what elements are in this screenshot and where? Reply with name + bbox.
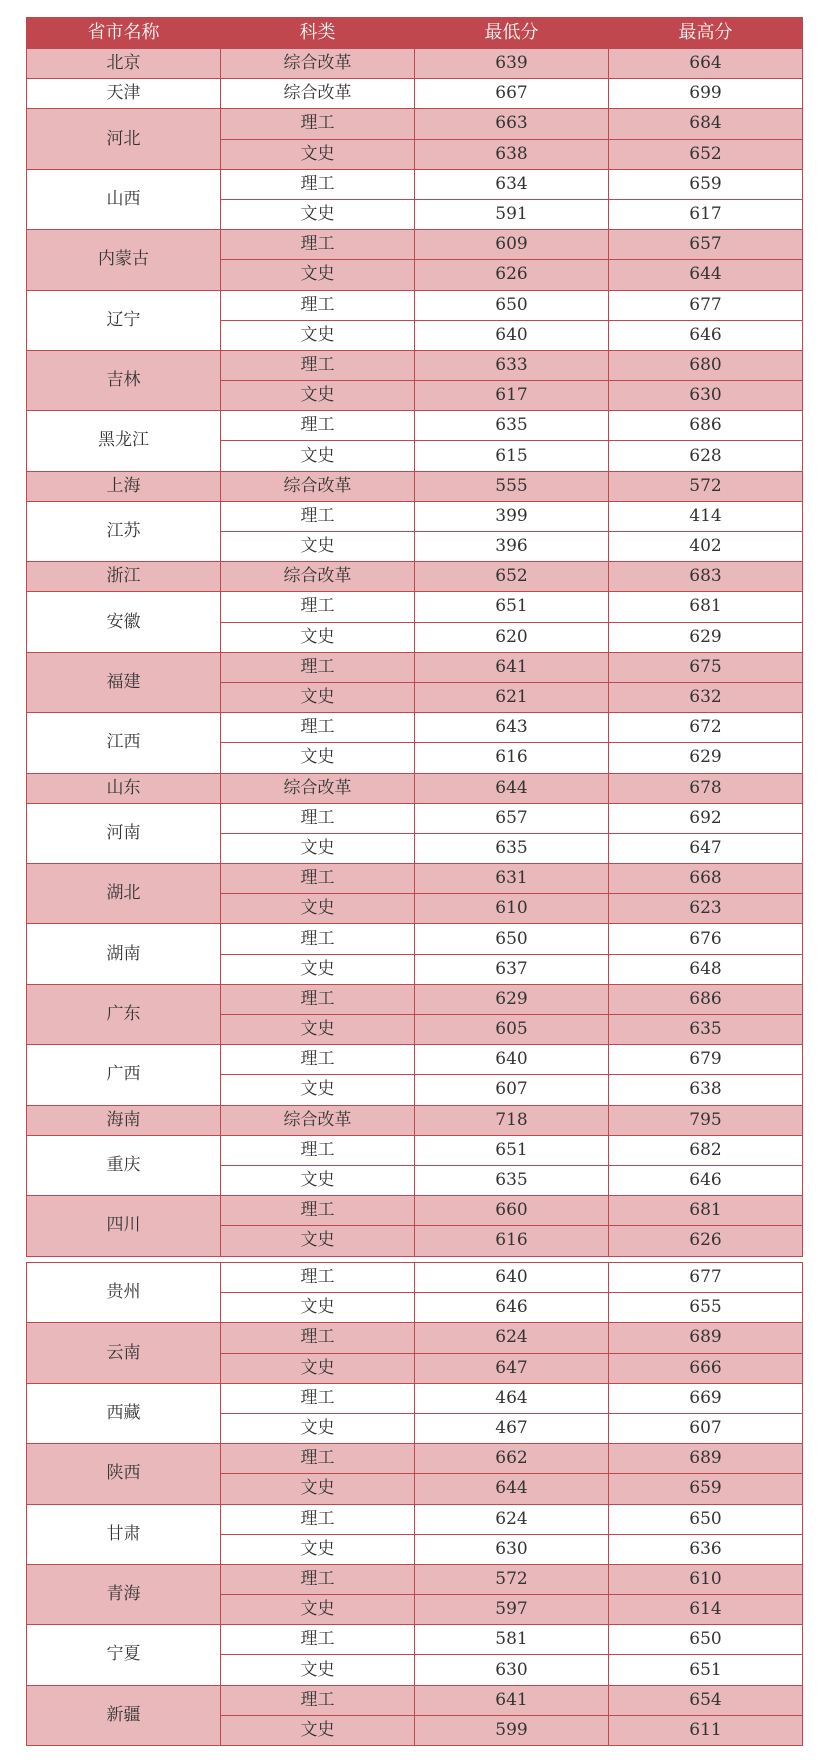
- min-score-cell: 651: [415, 592, 609, 622]
- min-score-cell: 651: [415, 1135, 609, 1165]
- max-score-cell: 689: [609, 1323, 803, 1353]
- min-score-cell: 640: [415, 1045, 609, 1075]
- min-score-cell: 640: [415, 320, 609, 350]
- table-row: [27, 501, 803, 531]
- min-score-cell: 630: [415, 1655, 609, 1685]
- category-cell: 文史: [221, 1226, 415, 1256]
- table-row: [27, 1263, 803, 1293]
- table-row: [27, 562, 803, 592]
- category-cell: 理工: [221, 1625, 415, 1655]
- max-score-cell: 677: [609, 290, 803, 320]
- category-cell: 综合改革: [221, 79, 415, 109]
- max-score-cell: 614: [609, 1595, 803, 1625]
- province-cell: 新疆: [27, 1685, 221, 1745]
- max-score-cell: 636: [609, 1534, 803, 1564]
- max-score-cell: 646: [609, 1165, 803, 1195]
- province-cell: 四川: [27, 1196, 221, 1256]
- table-row: [27, 471, 803, 501]
- max-score-cell: 629: [609, 743, 803, 773]
- category-cell: 理工: [221, 984, 415, 1014]
- min-score-cell: 643: [415, 713, 609, 743]
- category-cell: 理工: [221, 1564, 415, 1594]
- province-cell: 内蒙古: [27, 230, 221, 290]
- province-cell: 云南: [27, 1323, 221, 1383]
- province-cell: 天津: [27, 79, 221, 109]
- category-cell: 文史: [221, 381, 415, 411]
- province-cell: 广西: [27, 1045, 221, 1105]
- table-row: [27, 592, 803, 622]
- category-cell: 文史: [221, 682, 415, 712]
- min-score-cell: 591: [415, 199, 609, 229]
- max-score-cell: 650: [609, 1504, 803, 1534]
- province-cell: 西藏: [27, 1383, 221, 1443]
- category-cell: 文史: [221, 1595, 415, 1625]
- max-score-cell: 682: [609, 1135, 803, 1165]
- category-cell: 文史: [221, 622, 415, 652]
- max-score-cell: 680: [609, 350, 803, 380]
- min-score-cell: 599: [415, 1715, 609, 1745]
- max-score-cell: 672: [609, 713, 803, 743]
- table-row: [27, 1196, 803, 1226]
- category-cell: 文史: [221, 1715, 415, 1745]
- max-score-cell: 652: [609, 139, 803, 169]
- category-cell: 文史: [221, 1165, 415, 1195]
- province-cell: 山东: [27, 773, 221, 803]
- min-score-cell: 616: [415, 1226, 609, 1256]
- province-cell: 河南: [27, 803, 221, 863]
- table-row: [27, 169, 803, 199]
- category-cell: 理工: [221, 803, 415, 833]
- min-score-cell: 609: [415, 230, 609, 260]
- category-cell: 综合改革: [221, 773, 415, 803]
- header-max-score: 最高分: [609, 18, 803, 49]
- category-cell: 理工: [221, 1045, 415, 1075]
- category-cell: 理工: [221, 713, 415, 743]
- max-score-cell: 669: [609, 1383, 803, 1413]
- category-cell: 文史: [221, 1015, 415, 1045]
- min-score-cell: 639: [415, 49, 609, 79]
- max-score-cell: 414: [609, 501, 803, 531]
- max-score-cell: 617: [609, 199, 803, 229]
- table-row: [27, 1045, 803, 1075]
- max-score-cell: 655: [609, 1293, 803, 1323]
- max-score-cell: 679: [609, 1045, 803, 1075]
- table-row: [27, 773, 803, 803]
- province-cell: 吉林: [27, 350, 221, 410]
- min-score-cell: 572: [415, 1564, 609, 1594]
- category-cell: 理工: [221, 924, 415, 954]
- province-cell: 安徽: [27, 592, 221, 652]
- province-cell: 陕西: [27, 1444, 221, 1504]
- max-score-cell: 635: [609, 1015, 803, 1045]
- max-score-cell: 666: [609, 1353, 803, 1383]
- category-cell: 文史: [221, 1353, 415, 1383]
- province-cell: 辽宁: [27, 290, 221, 350]
- score-table-body: [27, 49, 803, 1257]
- category-cell: 文史: [221, 1075, 415, 1105]
- min-score-cell: 615: [415, 441, 609, 471]
- header-category: 科类: [221, 18, 415, 49]
- province-cell: 河北: [27, 109, 221, 169]
- max-score-cell: 676: [609, 924, 803, 954]
- category-cell: 理工: [221, 290, 415, 320]
- min-score-cell: 644: [415, 773, 609, 803]
- table-row: [27, 109, 803, 139]
- min-score-cell: 635: [415, 833, 609, 863]
- min-score-cell: 620: [415, 622, 609, 652]
- min-score-cell: 657: [415, 803, 609, 833]
- min-score-cell: 610: [415, 894, 609, 924]
- category-cell: 理工: [221, 350, 415, 380]
- category-cell: 理工: [221, 501, 415, 531]
- min-score-cell: 641: [415, 1685, 609, 1715]
- province-cell: 海南: [27, 1105, 221, 1135]
- max-score-cell: 611: [609, 1715, 803, 1745]
- category-cell: 文史: [221, 954, 415, 984]
- min-score-cell: 634: [415, 169, 609, 199]
- category-cell: 文史: [221, 199, 415, 229]
- max-score-cell: 607: [609, 1413, 803, 1443]
- category-cell: 综合改革: [221, 49, 415, 79]
- table-header-row: [27, 18, 803, 49]
- min-score-cell: 660: [415, 1196, 609, 1226]
- category-cell: 文史: [221, 894, 415, 924]
- max-score-cell: 699: [609, 79, 803, 109]
- max-score-cell: 659: [609, 169, 803, 199]
- category-cell: 理工: [221, 1323, 415, 1353]
- table-row: [27, 1105, 803, 1135]
- max-score-cell: 657: [609, 230, 803, 260]
- table-row: [27, 1323, 803, 1353]
- max-score-cell: 638: [609, 1075, 803, 1105]
- min-score-cell: 396: [415, 532, 609, 562]
- province-cell: 青海: [27, 1564, 221, 1624]
- min-score-cell: 624: [415, 1504, 609, 1534]
- min-score-cell: 646: [415, 1293, 609, 1323]
- min-score-cell: 663: [415, 109, 609, 139]
- table-row: [27, 79, 803, 109]
- category-cell: 综合改革: [221, 471, 415, 501]
- min-score-cell: 635: [415, 1165, 609, 1195]
- max-score-cell: 681: [609, 1196, 803, 1226]
- min-score-cell: 652: [415, 562, 609, 592]
- max-score-cell: 572: [609, 471, 803, 501]
- max-score-cell: 626: [609, 1226, 803, 1256]
- category-cell: 理工: [221, 109, 415, 139]
- max-score-cell: 681: [609, 592, 803, 622]
- province-cell: 上海: [27, 471, 221, 501]
- category-cell: 理工: [221, 169, 415, 199]
- table-row: [27, 713, 803, 743]
- category-cell: 文史: [221, 139, 415, 169]
- table-row: [27, 1564, 803, 1594]
- table-row: [27, 803, 803, 833]
- header-min-score: 最低分: [415, 18, 609, 49]
- max-score-cell: 646: [609, 320, 803, 350]
- category-cell: 理工: [221, 1135, 415, 1165]
- province-cell: 黑龙江: [27, 411, 221, 471]
- min-score-cell: 650: [415, 290, 609, 320]
- max-score-cell: 647: [609, 833, 803, 863]
- category-cell: 理工: [221, 230, 415, 260]
- max-score-cell: 668: [609, 864, 803, 894]
- province-cell: 重庆: [27, 1135, 221, 1195]
- max-score-cell: 686: [609, 984, 803, 1014]
- category-cell: 文史: [221, 260, 415, 290]
- category-cell: 理工: [221, 592, 415, 622]
- min-score-cell: 640: [415, 1263, 609, 1293]
- province-cell: 广东: [27, 984, 221, 1044]
- min-score-cell: 617: [415, 381, 609, 411]
- min-score-cell: 616: [415, 743, 609, 773]
- min-score-cell: 637: [415, 954, 609, 984]
- table-row: [27, 924, 803, 954]
- min-score-cell: 667: [415, 79, 609, 109]
- min-score-cell: 624: [415, 1323, 609, 1353]
- score-table: [26, 17, 803, 1257]
- min-score-cell: 597: [415, 1595, 609, 1625]
- max-score-cell: 629: [609, 622, 803, 652]
- category-cell: 文史: [221, 743, 415, 773]
- min-score-cell: 633: [415, 350, 609, 380]
- min-score-cell: 662: [415, 1444, 609, 1474]
- category-cell: 文史: [221, 1474, 415, 1504]
- table-row: [27, 1383, 803, 1413]
- category-cell: 文史: [221, 833, 415, 863]
- min-score-cell: 644: [415, 1474, 609, 1504]
- table-row: [27, 1444, 803, 1474]
- category-cell: 理工: [221, 1685, 415, 1715]
- min-score-cell: 399: [415, 501, 609, 531]
- min-score-cell: 626: [415, 260, 609, 290]
- max-score-cell: 628: [609, 441, 803, 471]
- table-row: [27, 1504, 803, 1534]
- max-score-cell: 683: [609, 562, 803, 592]
- min-score-cell: 629: [415, 984, 609, 1014]
- table-row: [27, 1135, 803, 1165]
- header-province: 省市名称: [27, 18, 221, 49]
- max-score-cell: 795: [609, 1105, 803, 1135]
- min-score-cell: 650: [415, 924, 609, 954]
- province-cell: 湖北: [27, 864, 221, 924]
- category-cell: 文史: [221, 1534, 415, 1564]
- max-score-cell: 684: [609, 109, 803, 139]
- table-row: [27, 864, 803, 894]
- min-score-cell: 631: [415, 864, 609, 894]
- table-row: [27, 350, 803, 380]
- category-cell: 文史: [221, 441, 415, 471]
- max-score-cell: 630: [609, 381, 803, 411]
- table-row: [27, 230, 803, 260]
- max-score-cell: 623: [609, 894, 803, 924]
- category-cell: 文史: [221, 320, 415, 350]
- min-score-cell: 718: [415, 1105, 609, 1135]
- score-table-continued: [26, 1262, 803, 1746]
- max-score-cell: 692: [609, 803, 803, 833]
- table-row: [27, 411, 803, 441]
- category-cell: 文史: [221, 532, 415, 562]
- min-score-cell: 555: [415, 471, 609, 501]
- max-score-cell: 659: [609, 1474, 803, 1504]
- min-score-cell: 581: [415, 1625, 609, 1655]
- province-cell: 北京: [27, 49, 221, 79]
- province-cell: 江苏: [27, 501, 221, 561]
- max-score-cell: 632: [609, 682, 803, 712]
- table-row: [27, 49, 803, 79]
- province-cell: 山西: [27, 169, 221, 229]
- category-cell: 文史: [221, 1655, 415, 1685]
- min-score-cell: 641: [415, 652, 609, 682]
- table-row: [27, 984, 803, 1014]
- province-cell: 福建: [27, 652, 221, 712]
- min-score-cell: 467: [415, 1413, 609, 1443]
- table-row: [27, 1625, 803, 1655]
- min-score-cell: 464: [415, 1383, 609, 1413]
- min-score-cell: 635: [415, 411, 609, 441]
- max-score-cell: 644: [609, 260, 803, 290]
- max-score-cell: 664: [609, 49, 803, 79]
- category-cell: 理工: [221, 864, 415, 894]
- category-cell: 理工: [221, 652, 415, 682]
- max-score-cell: 650: [609, 1625, 803, 1655]
- category-cell: 综合改革: [221, 1105, 415, 1135]
- category-cell: 理工: [221, 411, 415, 441]
- category-cell: 理工: [221, 1444, 415, 1474]
- max-score-cell: 651: [609, 1655, 803, 1685]
- category-cell: 文史: [221, 1413, 415, 1443]
- min-score-cell: 607: [415, 1075, 609, 1105]
- province-cell: 甘肃: [27, 1504, 221, 1564]
- table-row: [27, 290, 803, 320]
- province-cell: 浙江: [27, 562, 221, 592]
- max-score-cell: 610: [609, 1564, 803, 1594]
- min-score-cell: 638: [415, 139, 609, 169]
- category-cell: 理工: [221, 1263, 415, 1293]
- province-cell: 贵州: [27, 1263, 221, 1323]
- category-cell: 文史: [221, 1293, 415, 1323]
- min-score-cell: 630: [415, 1534, 609, 1564]
- max-score-cell: 654: [609, 1685, 803, 1715]
- score-table-continued-body: [27, 1263, 803, 1746]
- table-row: [27, 652, 803, 682]
- province-cell: 江西: [27, 713, 221, 773]
- max-score-cell: 675: [609, 652, 803, 682]
- category-cell: 理工: [221, 1383, 415, 1413]
- province-cell: 宁夏: [27, 1625, 221, 1685]
- min-score-cell: 605: [415, 1015, 609, 1045]
- category-cell: 理工: [221, 1196, 415, 1226]
- max-score-cell: 402: [609, 532, 803, 562]
- category-cell: 理工: [221, 1504, 415, 1534]
- max-score-cell: 648: [609, 954, 803, 984]
- max-score-cell: 677: [609, 1263, 803, 1293]
- table-row: [27, 1685, 803, 1715]
- category-cell: 综合改革: [221, 562, 415, 592]
- max-score-cell: 689: [609, 1444, 803, 1474]
- max-score-cell: 678: [609, 773, 803, 803]
- min-score-cell: 621: [415, 682, 609, 712]
- min-score-cell: 647: [415, 1353, 609, 1383]
- province-cell: 湖南: [27, 924, 221, 984]
- max-score-cell: 686: [609, 411, 803, 441]
